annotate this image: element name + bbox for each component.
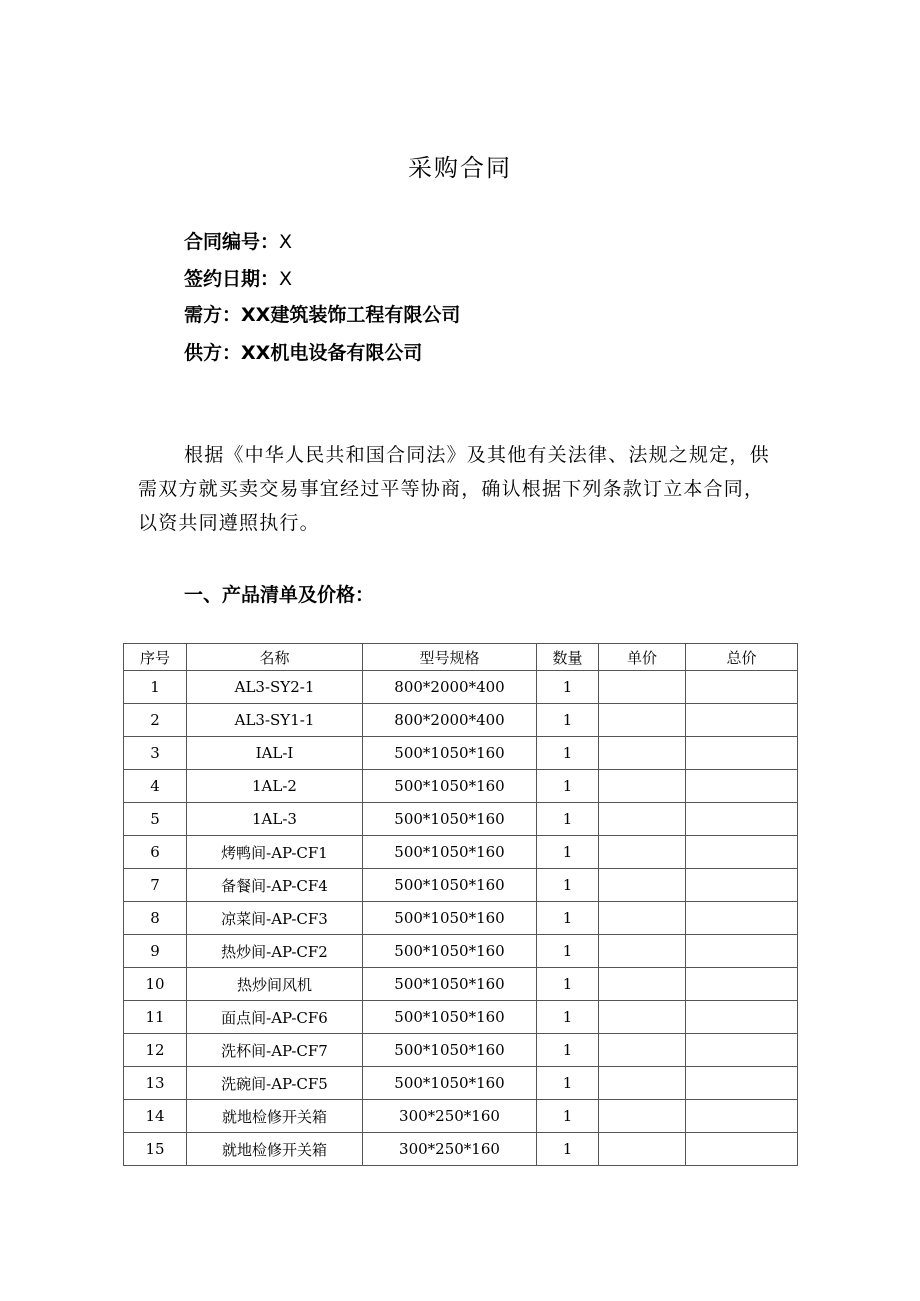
cell-spec: 800*2000*400: [363, 671, 537, 704]
header-quantity: 数量: [537, 644, 599, 671]
cell-total-price: [686, 803, 798, 836]
cell-spec: 500*1050*160: [363, 770, 537, 803]
cell-total-price: [686, 1133, 798, 1166]
buyer-line: [184, 300, 460, 327]
table-row: [124, 671, 798, 704]
cell-unit-price: [599, 869, 686, 902]
cell-spec: 500*1050*160: [363, 869, 537, 902]
cell-name: 备餐间-AP-CF4: [187, 869, 363, 902]
header-spec: 型号规格: [363, 644, 537, 671]
cell-unit-price: [599, 671, 686, 704]
cell-total-price: [686, 704, 798, 737]
table-row: [124, 1034, 798, 1067]
cell-name: 凉菜间-AP-CF3: [187, 902, 363, 935]
cell-name: 1AL-3: [187, 803, 363, 836]
cell-unit-price: [599, 1034, 686, 1067]
cell-index: 7: [124, 869, 187, 902]
cell-name: 洗杯间-AP-CF7: [187, 1034, 363, 1067]
cell-quantity: 1: [537, 737, 599, 770]
cell-index: 8: [124, 902, 187, 935]
sign-date-line: [184, 264, 292, 291]
sign-date-value: X: [279, 268, 293, 290]
cell-index: 1: [124, 671, 187, 704]
cell-spec: 500*1050*160: [363, 1034, 537, 1067]
cell-total-price: [686, 902, 798, 935]
cell-quantity: 1: [537, 935, 599, 968]
section-heading-product-list: 一、产品清单及价格：: [184, 584, 375, 606]
intro-paragraph: 根据《中华人民共和国合同法》及其他有关法律、法规之规定，供需双方就买卖交易事宜经过平等协商，确认根据下列条款订立本合同，以资共同遵照执行。: [138, 444, 770, 534]
cell-unit-price: [599, 968, 686, 1001]
supplier-value: XX机电设备有限公司: [241, 342, 423, 364]
cell-quantity: 1: [537, 1133, 599, 1166]
cell-unit-price: [599, 1001, 686, 1034]
contract-number-value: X: [279, 231, 293, 253]
cell-spec: 500*1050*160: [363, 803, 537, 836]
cell-index: 14: [124, 1100, 187, 1133]
cell-spec: 300*250*160: [363, 1133, 537, 1166]
supplier-line: [184, 338, 422, 365]
cell-index: 2: [124, 704, 187, 737]
cell-unit-price: [599, 1067, 686, 1100]
cell-name: IAL-I: [187, 737, 363, 770]
cell-index: 5: [124, 803, 187, 836]
supplier-label: 供方：: [184, 342, 242, 364]
cell-spec: 500*1050*160: [363, 737, 537, 770]
table-row: [124, 704, 798, 737]
cell-quantity: 1: [537, 968, 599, 1001]
contract-number-line: [184, 227, 292, 254]
table-row: [124, 1133, 798, 1166]
buyer-value: XX建筑装饰工程有限公司: [241, 304, 461, 326]
header-unit-price: 单价: [599, 644, 686, 671]
cell-spec: 500*1050*160: [363, 1001, 537, 1034]
cell-unit-price: [599, 1133, 686, 1166]
cell-index: 6: [124, 836, 187, 869]
table-row: [124, 737, 798, 770]
cell-total-price: [686, 1034, 798, 1067]
cell-name: 热炒间-AP-CF2: [187, 935, 363, 968]
cell-total-price: [686, 1100, 798, 1133]
cell-unit-price: [599, 935, 686, 968]
cell-total-price: [686, 770, 798, 803]
cell-total-price: [686, 836, 798, 869]
cell-spec: 500*1050*160: [363, 1067, 537, 1100]
cell-index: 12: [124, 1034, 187, 1067]
document-title: 采购合同: [408, 154, 512, 182]
cell-index: 9: [124, 935, 187, 968]
cell-name: 洗碗间-AP-CF5: [187, 1067, 363, 1100]
cell-quantity: 1: [537, 1034, 599, 1067]
table-row: [124, 1067, 798, 1100]
cell-index: 11: [124, 1001, 187, 1034]
cell-name: 烤鸭间-AP-CF1: [187, 836, 363, 869]
cell-name: AL3-SY1-1: [187, 704, 363, 737]
cell-quantity: 1: [537, 1067, 599, 1100]
cell-unit-price: [599, 737, 686, 770]
cell-unit-price: [599, 704, 686, 737]
header-name: 名称: [187, 644, 363, 671]
contract-number-label: 合同编号：: [184, 231, 280, 253]
product-table: [123, 643, 798, 1166]
table-row: [124, 968, 798, 1001]
cell-spec: 500*1050*160: [363, 902, 537, 935]
cell-name: 面点间-AP-CF6: [187, 1001, 363, 1034]
table-row: [124, 935, 798, 968]
cell-name: 热炒间风机: [187, 968, 363, 1001]
cell-quantity: 1: [537, 671, 599, 704]
cell-quantity: 1: [537, 704, 599, 737]
table-row: [124, 1100, 798, 1133]
cell-spec: 500*1050*160: [363, 836, 537, 869]
cell-quantity: 1: [537, 1001, 599, 1034]
sign-date-label: 签约日期：: [184, 268, 280, 290]
cell-quantity: 1: [537, 803, 599, 836]
table-row: [124, 869, 798, 902]
cell-index: 15: [124, 1133, 187, 1166]
table-row: [124, 836, 798, 869]
cell-unit-price: [599, 803, 686, 836]
cell-spec: 800*2000*400: [363, 704, 537, 737]
cell-total-price: [686, 869, 798, 902]
cell-total-price: [686, 737, 798, 770]
cell-name: 就地检修开关箱: [187, 1133, 363, 1166]
cell-total-price: [686, 1001, 798, 1034]
cell-name: AL3-SY2-1: [187, 671, 363, 704]
cell-unit-price: [599, 1100, 686, 1133]
cell-quantity: 1: [537, 902, 599, 935]
cell-total-price: [686, 671, 798, 704]
cell-unit-price: [599, 836, 686, 869]
cell-quantity: 1: [537, 770, 599, 803]
cell-name: 就地检修开关箱: [187, 1100, 363, 1133]
table-header-row: [124, 644, 798, 671]
cell-spec: 300*250*160: [363, 1100, 537, 1133]
cell-index: 10: [124, 968, 187, 1001]
cell-spec: 500*1050*160: [363, 968, 537, 1001]
cell-quantity: 1: [537, 869, 599, 902]
cell-quantity: 1: [537, 1100, 599, 1133]
cell-index: 3: [124, 737, 187, 770]
cell-quantity: 1: [537, 836, 599, 869]
header-index: 序号: [124, 644, 187, 671]
header-total-price: 总价: [686, 644, 798, 671]
buyer-label: 需方：: [184, 304, 242, 326]
table-row: [124, 803, 798, 836]
cell-spec: 500*1050*160: [363, 935, 537, 968]
table-row: [124, 902, 798, 935]
cell-total-price: [686, 968, 798, 1001]
table-row: [124, 770, 798, 803]
cell-total-price: [686, 935, 798, 968]
cell-name: 1AL-2: [187, 770, 363, 803]
cell-total-price: [686, 1067, 798, 1100]
table-row: [124, 1001, 798, 1034]
cell-unit-price: [599, 770, 686, 803]
cell-index: 4: [124, 770, 187, 803]
cell-unit-price: [599, 902, 686, 935]
cell-index: 13: [124, 1067, 187, 1100]
